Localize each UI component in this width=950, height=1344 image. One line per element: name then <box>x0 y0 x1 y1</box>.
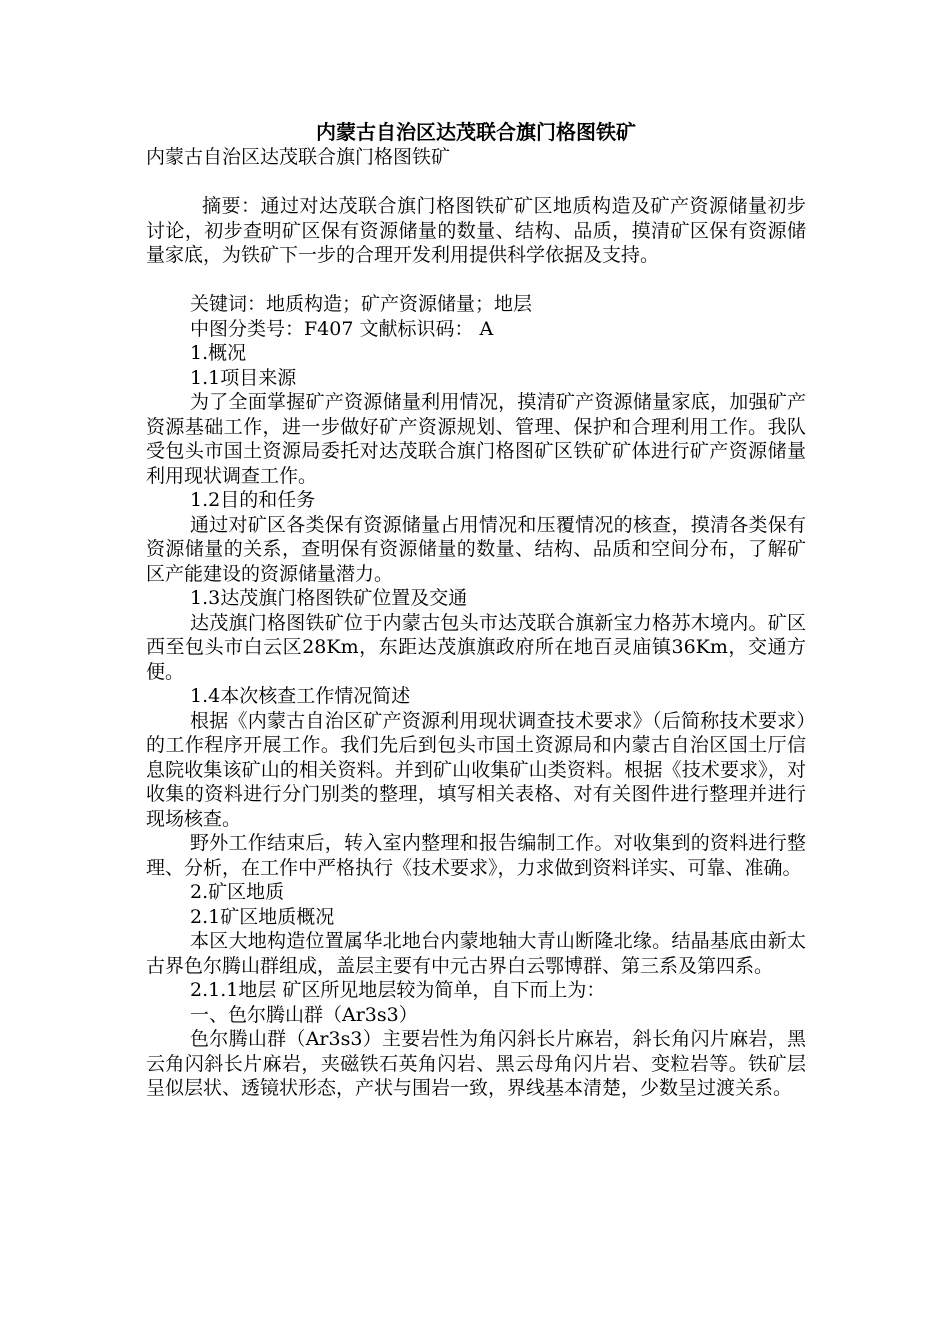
body-paragraph: 野外工作结束后，转入室内整理和报告编制工作。对收集到的资料进行整理、分析，在工作中严格执行《技术要求》，力求做到资料详实、可靠、准确。 <box>146 832 806 879</box>
section-heading-2-1: 2.1矿区地质概况 <box>190 905 335 928</box>
section-heading-1-1: 1.1项目来源 <box>190 366 297 389</box>
section-heading-1-3: 1.3达茂旗门格图铁矿位置及交通 <box>190 587 468 609</box>
section-heading-2-1-1: 2.1.1地层 矿区所见地层较为简单，自下而上为： <box>190 979 606 1001</box>
abstract-paragraph: 摘要：通过对达茂联合旗门格图铁矿矿区地质构造及矿产资源储量初步讨论，初步查明矿区保有资源储量的数量、结构、品质，摸清矿区保有资源储量家底，为铁矿下一步的合理开发利用提供科学依据及支持。 <box>146 195 806 266</box>
body-paragraph: 根据《内蒙古自治区矿产资源利用现状调查技术要求》（后简称技术要求）的工作程序开展工作。我们先后到包头市国土资源局和内蒙古自治区国土厅信息院收集该矿山的相关资料。并到矿山收集矿山类资料。根据《技术要求》，对收集的资料进行分门别类的整理，填写相关表格、对有关图件进行整理并进行现场核查。 <box>146 709 806 830</box>
body-paragraph: 通过对矿区各类保有资源储量占用情况和压覆情况的核查，摸清各类保有资源储量的关系，查明保有资源储量的数量、结构、品质和空间分布，了解矿区产能建设的资源储量潜力。 <box>146 513 806 585</box>
body-paragraph: 本区大地构造位置属华北地台内蒙地轴大青山断隆北缘。结晶基底由新太古界色尔腾山群组成，盖层主要有中元古界白云鄂博群、第三系及第四系。 <box>146 930 806 977</box>
keywords-line: 关键词：地质构造；矿产资源储量；地层 <box>190 293 533 315</box>
body-paragraph: 色尔腾山群（Ar3s3）主要岩性为角闪斜长片麻岩，斜长角闪片麻岩，黑云角闪斜长片麻岩，夹磁铁石英角闪岩、黑云母角闪片岩、变粒岩等。铁矿层呈似层状、透镜状形态，产状与围岩一致，界线基本清楚，少数呈过渡关系。 <box>146 1028 806 1099</box>
blank-line <box>146 268 806 293</box>
section-heading-1: 1.概况 <box>190 342 247 364</box>
classification-line: 中图分类号：F407 文献标识码： A <box>190 317 494 340</box>
blank-line <box>146 170 806 195</box>
subsection-heading: 一、色尔腾山群（Ar3s3） <box>190 1003 418 1026</box>
body-paragraph: 为了全面掌握矿产资源储量利用情况，摸清矿产资源储量家底，加强矿产资源基础工作，进一步做好矿产资源规划、管理、保护和合理利用工作。我队受包头市国土资源局委托对达茂联合旗门格图矿区铁矿矿体进行矿产资源储量利用现状调查工作。 <box>146 391 806 487</box>
document-title: 内蒙古自治区达茂联合旗门格图铁矿 <box>316 120 636 144</box>
document-page <box>146 120 806 1101</box>
body-paragraph: 达茂旗门格图铁矿位于内蒙古包头市达茂联合旗新宝力格苏木境内。矿区西至包头市白云区28Km，东距达茂旗旗政府所在地百灵庙镇36Km，交通方便。 <box>146 611 806 683</box>
document-subtitle: 内蒙古自治区达茂联合旗门格图铁矿 <box>146 146 451 168</box>
section-heading-1-2: 1.2目的和任务 <box>190 489 316 511</box>
section-heading-1-4: 1.4本次核查工作情况简述 <box>190 685 411 707</box>
section-heading-2: 2.矿区地质 <box>190 881 285 903</box>
